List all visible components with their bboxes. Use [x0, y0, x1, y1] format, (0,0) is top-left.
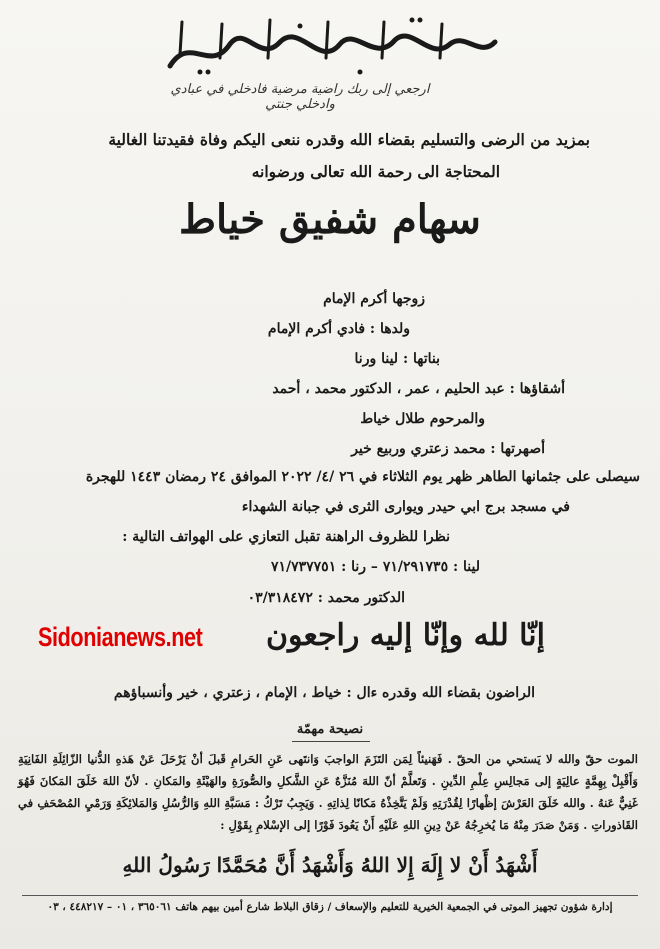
relatives-list	[105, 284, 565, 464]
advice-title: نصيحة مهمّة	[296, 722, 364, 737]
calligraphy-header	[150, 14, 510, 78]
phone-line-2: الدكتور محمد : ٠٣/٣١٨٤٧٢	[247, 590, 405, 606]
funeral-line-3: نظرا للظروف الراهنة تقبل التعازي على الهواتف التالية :	[122, 529, 450, 545]
verse-small: ارجعي إلى ربك راضية مرضية فادخلي في عبادي وادخلي جنتي	[170, 82, 430, 112]
relative-in-laws: أصهرتها : محمد زعتري وربيع خير	[351, 441, 545, 457]
advice-title-underline	[292, 741, 370, 742]
relative-daughters: بناتها : لينا ورنا	[354, 351, 440, 367]
relative-siblings-late: والمرحوم طلال خياط	[360, 411, 485, 427]
intro-line-1: بمزيد من الرضى والتسليم بقضاء الله وقدره ننعى اليكم وفاة فقيدتنا الغالية	[108, 130, 590, 149]
footer-text: إدارة شؤون تجهيز الموتى في الجمعية الخيرية للتعليم والإسعاف / زقاق البلاط شارع أمين بيهم هاتف ٣٦٥٠٦١ ، ٠١ – ٤٤٨٢١٧ ، ٠٣	[47, 901, 613, 913]
phone-line-1: لينا : ٧١/٢٩١٧٣٥ – رنا : ٧١/٧٣٧٧٥١	[270, 559, 480, 575]
footer-divider	[22, 895, 638, 896]
funeral-details	[15, 462, 640, 552]
phone-numbers	[80, 552, 480, 614]
relative-siblings: أشقاؤها : عبد الحليم ، عمر ، الدكتور محمد ، أحمد	[272, 381, 565, 397]
mourners-line: الراضون بقضاء الله وقدره ءال : خياط ، الإمام ، زعتري ، خير وأنسباؤهم	[113, 685, 535, 701]
shahada-text: أَشْهَدُ أَنْ لا إِلَهَ إِلا اللهُ وَأَشْهَدُ أَنَّ مُحَمَّدًا رَسُولُ اللهِ	[122, 853, 538, 877]
quran-verse: إنّا لله وإنّا إليه راجعون	[265, 618, 545, 653]
site-watermark: Sidonianews.net	[38, 622, 203, 652]
funeral-line-2: في مسجد برج ابي حيدر ويوارى الثرى في جبانة الشهداء	[241, 499, 570, 515]
deceased-name: سهام شفيق خياط	[179, 196, 481, 243]
advice-body: الموت حقّ والله لا يَستحي من الحقّ . فَهَنيئاً لِمَن التَزَمَ الواجبَ وَانتَهى عَنِ الحَرامِ قَبلَ أنْ يَرْحَلَ عَنْ هَذهِ الدُّنيا الزّائِلَةِ الفَانِيَةِ وَأَقْبِلْ بِهِمَّةٍ عالِيَةٍ إلى مَجالِسِ عِلْمِ الدِّينِ . وَتَعلَّمْ أنّ اللهَ مُنَزَّهٌ عَنِ الشَّكلِ والصُّورَةِ والهَيْئَةِ والمَكانِ . لأنّ اللهَ خَلَقَ المَكانَ فَهُوَ غَنِيٌّ عَنهُ . والله خَلَقَ العَرْشَ إظْهارًا لِقُدْرَتِهِ وَلَمْ يَتَّخِذْهُ مَكانًا لِذاتِهِ . وَيَجِبُ تَرْكُ : مَسَبَّةِ اللهِ وَالرُّسُلِ وَالمَلائِكَةِ وَرَمْيِ المُصْحَفِ في القَاذوراتِ . وَمَنْ صَدَرَ مِنْهُ مَا يُخرِجُهُ عَنْ دِينِ اللهِ عَلَيْهِ أَنْ يَعُودَ فَوْرًا إلى الإسْلامِ بِقَوْلِ :	[18, 752, 638, 832]
relative-husband: زوجها أكرم الإمام	[323, 291, 425, 307]
intro-line-2: المحتاجة الى رحمة الله تعالى ورضوانه	[251, 162, 500, 181]
relative-son: ولدها : فادي أكرم الإمام	[267, 321, 410, 337]
funeral-line-1: سيصلى على جثمانها الطاهر ظهر يوم الثلاثاء في ٢٦ /٤/ ٢٠٢٢ الموافق ٢٤ رمضان ١٤٤٣ للهجرة	[85, 469, 640, 485]
intro-text	[50, 124, 590, 188]
